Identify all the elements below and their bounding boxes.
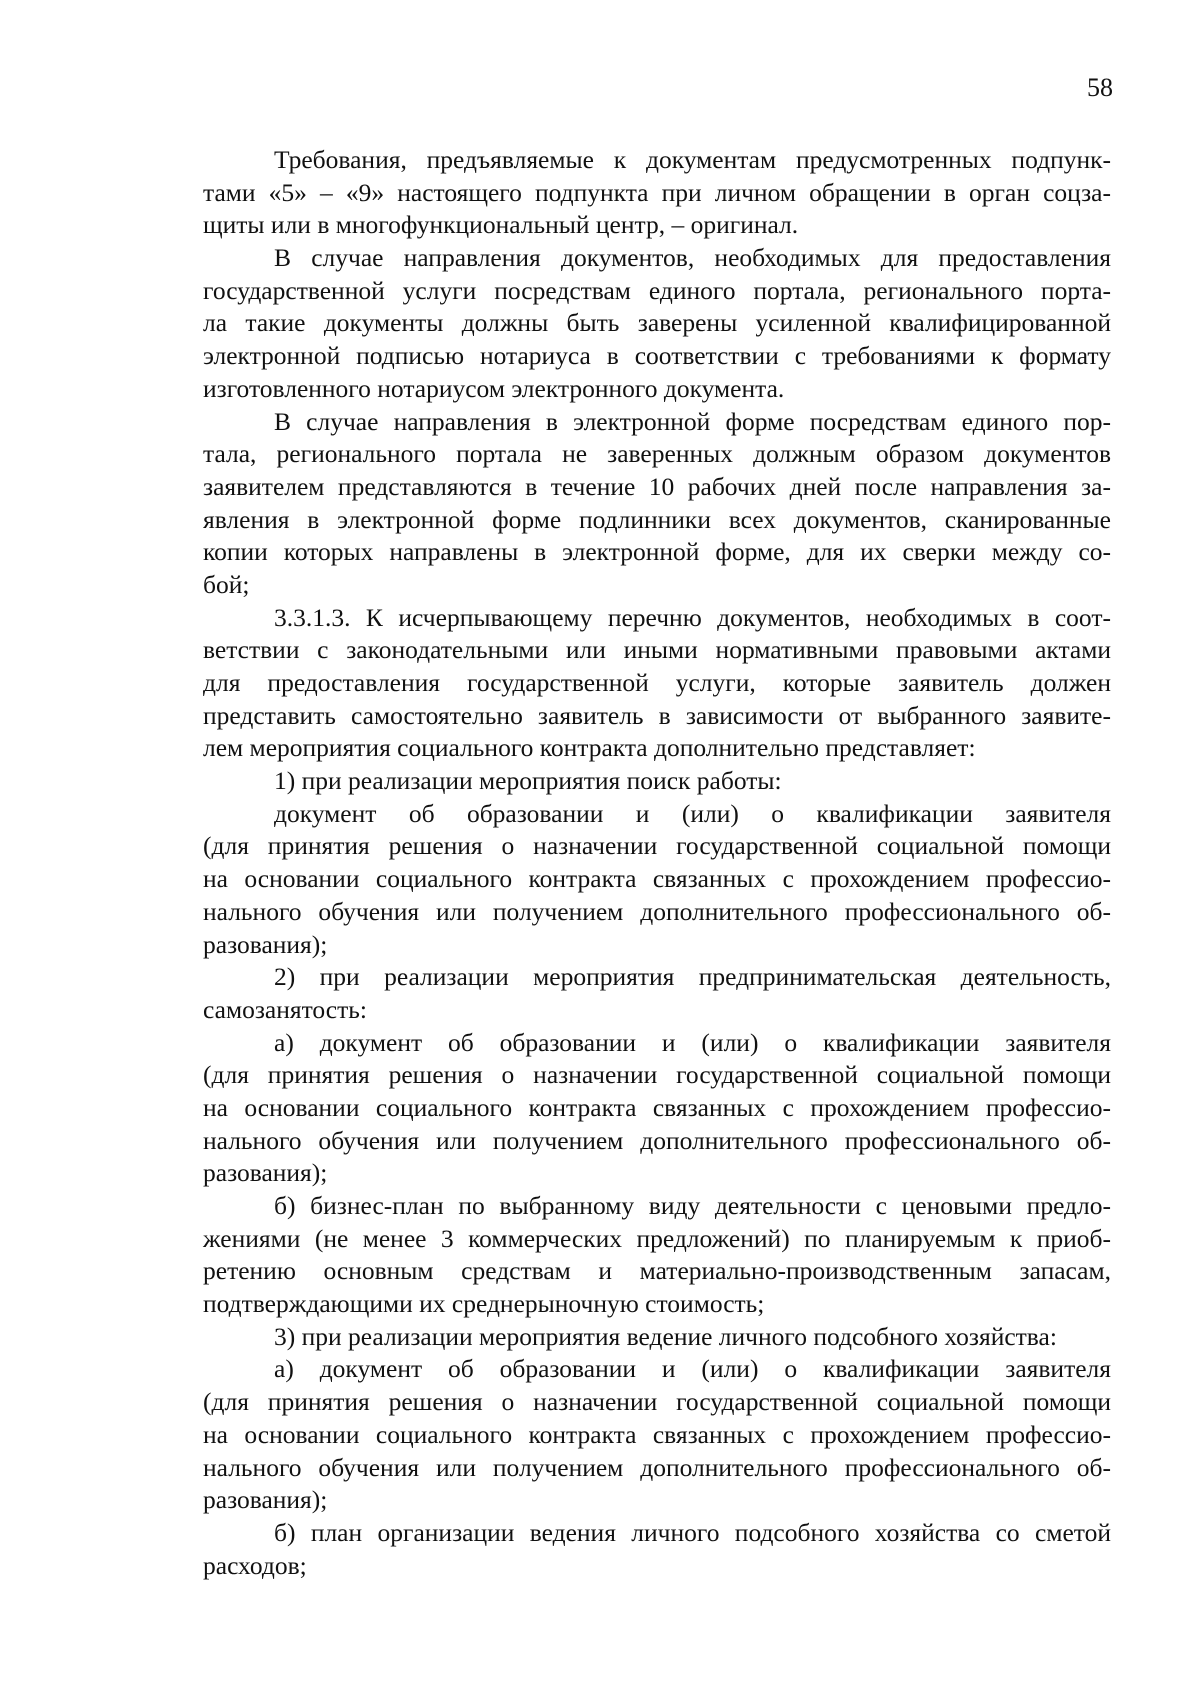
text-line: жениями (не менее 3 коммерческих предложений) по планируемым к приоб- (203, 1223, 1111, 1253)
text-line: на основании социального контракта связанных с прохождением профессио- (203, 1419, 1111, 1449)
text-line: щиты или в многофункциональный центр, – оригинал. (203, 210, 799, 240)
text-line: разования); (203, 1485, 328, 1515)
text-line: на основании социального контракта связанных с прохождением профессио- (203, 1092, 1111, 1122)
text-line: 3) при реализации мероприятия ведение личного подсобного хозяйства: (274, 1321, 1057, 1351)
text-line: бой; (203, 569, 250, 599)
text-line: 2) при реализации мероприятия предпринимательская деятельность, (274, 962, 1111, 992)
text-line: явления в электронной форме подлинники всех документов, сканированные (203, 504, 1111, 534)
text-line: подтверждающими их среднерыночную стоимость; (203, 1289, 765, 1319)
text-line: тами «5» – «9» настоящего подпункта при личном обращении в орган соцза- (203, 177, 1111, 207)
text-line: 3.3.1.3. К исчерпывающему перечню документов, необходимых в соот- (274, 602, 1111, 632)
text-line: Требования, предъявляемые к документам предусмотренных подпунк- (274, 145, 1111, 174)
text-line: представить самостоятельно заявитель в зависимости от выбранного заявите- (203, 700, 1111, 730)
text-line: электронной подписью нотариуса в соответствии с требованиями к формату (203, 341, 1111, 371)
text-line: для предоставления государственной услуги, которые заявитель должен (203, 668, 1111, 697)
document-body (203, 144, 1111, 1582)
text-line: (для принятия решения о назначении государственной социальной помощи (203, 1387, 1111, 1417)
text-line: ла такие документы должны быть заверены усиленной квалифицированной (203, 308, 1111, 338)
text-line: б) бизнес-план по выбранному виду деятельности с ценовыми предло- (274, 1191, 1111, 1220)
text-line: В случае направления в электронной форме посредствам единого пор- (274, 406, 1111, 436)
text-line: а) документ об образовании и (или) о квалификации заявителя (274, 1027, 1111, 1057)
text-line: тала, регионального портала не заверенных должным образом документов (203, 439, 1111, 469)
text-line: ретению основным средствам и материально-производственным запасам, (203, 1256, 1111, 1286)
text-line: документ об образовании и (или) о квалификации заявителя (274, 798, 1111, 828)
text-line: самозанятость: (203, 994, 367, 1024)
text-line: расходов; (203, 1550, 307, 1580)
text-line: разования); (203, 1158, 328, 1188)
text-line: (для принятия решения о назначении государственной социальной помощи (203, 1060, 1111, 1090)
text-line: нального обучения или получением дополнительного профессионального об- (203, 896, 1111, 926)
text-line: государственной услуги посредствам единого портала, регионального порта- (203, 275, 1111, 305)
text-line: нального обучения или получением дополнительного профессионального об- (203, 1452, 1111, 1482)
text-line: копии которых направлены в электронной форме, для их сверки между со- (203, 537, 1111, 567)
text-line: изготовленного нотариусом электронного документа. (203, 373, 785, 403)
text-line: заявителем представляются в течение 10 рабочих дней после направления за- (203, 471, 1111, 501)
text-line: В случае направления документов, необходимых для предоставления (274, 243, 1111, 273)
text-line: б) план организации ведения личного подсобного хозяйства со сметой (274, 1517, 1111, 1547)
text-line: на основании социального контракта связанных с прохождением профессио- (203, 864, 1111, 894)
text-line: ветствии с законодательными или иными нормативными правовыми актами (203, 635, 1111, 665)
text-line: а) документ об образовании и (или) о квалификации заявителя (274, 1354, 1111, 1384)
text-line: 1) при реализации мероприятия поиск работы: (274, 766, 782, 796)
text-line: (для принятия решения о назначении государственной социальной помощи (203, 831, 1111, 861)
text-line: разования); (203, 929, 328, 959)
page-number: 58 (1087, 73, 1113, 102)
text-line: нального обучения или получением дополнительного профессионального об- (203, 1125, 1111, 1155)
text-line: лем мероприятия социального контракта дополнительно представляет: (203, 733, 976, 763)
